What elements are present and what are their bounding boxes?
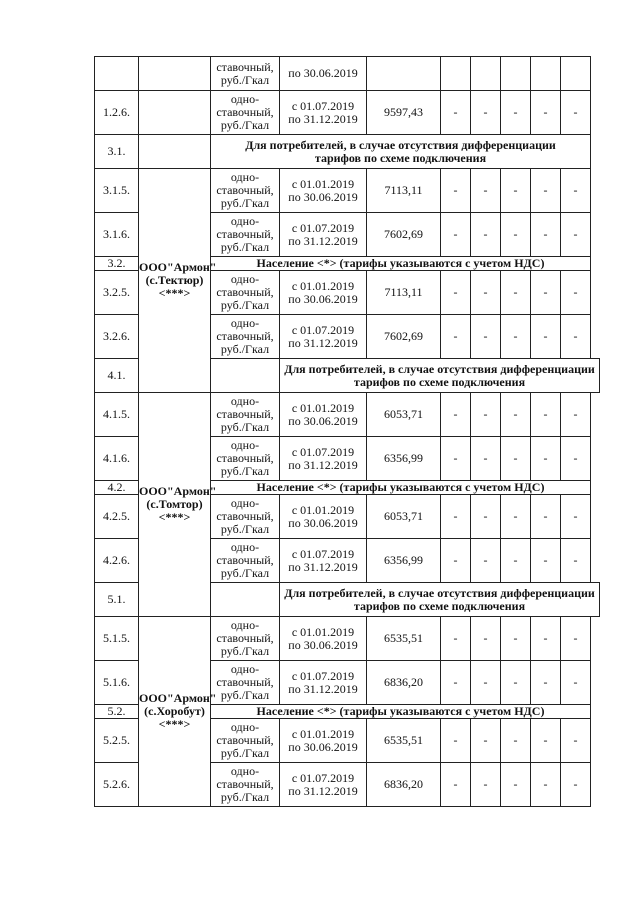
row-number: 3.2.	[95, 257, 139, 271]
blank-cell	[471, 57, 501, 91]
section-title: Население <*> (тарифы указываются с учетом НДС)	[211, 705, 591, 719]
org-name-cell: ООО"Армон"(с.Хоробут)<***>	[139, 617, 211, 807]
dash-cell: -	[561, 169, 591, 213]
value-cell: 7113,11	[367, 169, 441, 213]
dash-cell: -	[471, 393, 501, 437]
unit-cell: одно- ставочный, руб./Гкал	[211, 91, 280, 135]
dash-cell: -	[471, 91, 501, 135]
unit-cell: одно- ставочный, руб./Гкал	[211, 271, 280, 315]
row-number: 5.2.5.	[95, 719, 139, 763]
dash-cell: -	[531, 91, 561, 135]
period-cell: с 01.07.2019 по 31.12.2019	[280, 539, 367, 583]
dash-cell: -	[531, 271, 561, 315]
table-row-partial	[95, 57, 600, 91]
row-number: 3.1.6.	[95, 213, 139, 257]
dash-cell: -	[441, 719, 471, 763]
dash-cell: -	[441, 315, 471, 359]
dash-cell: -	[561, 617, 591, 661]
unit-cell: одно- ставочный, руб./Гкал	[211, 437, 280, 481]
period-cell: с 01.01.2019 по 30.06.2019	[280, 393, 367, 437]
period-cell: с 01.01.2019 по 30.06.2019	[280, 719, 367, 763]
dash-cell: -	[441, 91, 471, 135]
dash-cell: -	[441, 437, 471, 481]
dash-cell: -	[441, 661, 471, 705]
dash-cell: -	[501, 91, 531, 135]
dash-cell: -	[561, 213, 591, 257]
org-name-cell: ООО"Армон"(с.Томтор)<***>	[139, 393, 211, 617]
period-cell: с 01.01.2019 по 30.06.2019	[280, 271, 367, 315]
dash-cell: -	[561, 719, 591, 763]
dash-cell: -	[441, 213, 471, 257]
row-number: 3.1.5.	[95, 169, 139, 213]
dash-cell: -	[501, 393, 531, 437]
row-number: 3.2.6.	[95, 315, 139, 359]
row-number: 4.2.	[95, 481, 139, 495]
row-number: 4.2.5.	[95, 495, 139, 539]
value-cell: 6053,71	[367, 495, 441, 539]
dash-cell: -	[471, 437, 501, 481]
dash-cell: -	[471, 315, 501, 359]
unit-cell: одно- ставочный, руб./Гкал	[211, 539, 280, 583]
unit-cell: одно- ставочный, руб./Гкал	[211, 719, 280, 763]
dash-cell: -	[561, 91, 591, 135]
dash-cell: -	[471, 661, 501, 705]
unit-cell: одно- ставочный, руб./Гкал	[211, 763, 280, 807]
dash-cell: -	[561, 271, 591, 315]
blank-cell	[531, 57, 561, 91]
dash-cell: -	[561, 763, 591, 807]
dash-cell: -	[441, 763, 471, 807]
dash-cell: -	[471, 271, 501, 315]
period-cell: с 01.07.2019 по 31.12.2019	[280, 763, 367, 807]
row-number: 5.2.	[95, 705, 139, 719]
row-number: 5.2.6.	[95, 763, 139, 807]
period-cell: с 01.01.2019 по 30.06.2019	[280, 169, 367, 213]
dash-cell: -	[441, 495, 471, 539]
row-number: 5.1.	[95, 583, 139, 617]
blank-cell	[561, 57, 591, 91]
unit-cell: одно- ставочный, руб./Гкал	[211, 213, 280, 257]
unit-cell: ставочный, руб./Гкал	[211, 57, 280, 91]
value-cell: 6356,99	[367, 539, 441, 583]
section-title: Население <*> (тарифы указываются с учетом НДС)	[211, 257, 591, 271]
dash-cell: -	[501, 495, 531, 539]
table-row	[95, 617, 600, 661]
period-cell: с 01.07.2019 по 31.12.2019	[280, 91, 367, 135]
section-title: Для потребителей, в случае отсутствия дифференциации тарифов по схеме подключения	[211, 135, 591, 169]
row-number: 1.2.6.	[95, 91, 139, 135]
dash-cell: -	[501, 213, 531, 257]
value-cell	[367, 57, 441, 91]
unit-cell: одно- ставочный, руб./Гкал	[211, 393, 280, 437]
dash-cell: -	[561, 539, 591, 583]
unit-cell: одно- ставочный, руб./Гкал	[211, 315, 280, 359]
dash-cell: -	[501, 315, 531, 359]
dash-cell: -	[441, 271, 471, 315]
row-number	[95, 57, 139, 91]
dash-cell: -	[471, 719, 501, 763]
dash-cell: -	[471, 169, 501, 213]
dash-cell: -	[501, 763, 531, 807]
dash-cell: -	[441, 393, 471, 437]
dash-cell: -	[561, 661, 591, 705]
dash-cell: -	[501, 539, 531, 583]
row-number: 3.2.5.	[95, 271, 139, 315]
value-cell: 6053,71	[367, 393, 441, 437]
dash-cell: -	[561, 393, 591, 437]
row-number: 5.1.5.	[95, 617, 139, 661]
section-title: Для потребителей, в случае отсутствия дифференциации тарифов по схеме подключения	[280, 359, 600, 393]
dash-cell: -	[471, 495, 501, 539]
org-name-cell: ООО"Армон"(с.Тектюр)<***>	[139, 169, 211, 393]
org-cell	[139, 135, 211, 169]
unit-cell: одно- ставочный, руб./Гкал	[211, 495, 280, 539]
dash-cell: -	[471, 539, 501, 583]
blank-cell	[501, 57, 531, 91]
dash-cell: -	[531, 617, 561, 661]
period-cell: с 01.07.2019 по 31.12.2019	[280, 437, 367, 481]
unit-cell: одно- ставочный, руб./Гкал	[211, 617, 280, 661]
period-cell: с 01.01.2019 по 30.06.2019	[280, 495, 367, 539]
period-cell: с 01.01.2019 по 30.06.2019	[280, 617, 367, 661]
dash-cell: -	[531, 539, 561, 583]
dash-cell: -	[531, 495, 561, 539]
dash-cell: -	[531, 763, 561, 807]
value-cell: 6356,99	[367, 437, 441, 481]
org-cell	[211, 359, 280, 393]
blank-cell	[441, 57, 471, 91]
dash-cell: -	[501, 661, 531, 705]
period-cell: с 01.07.2019 по 31.12.2019	[280, 315, 367, 359]
section-header-row	[95, 135, 600, 169]
value-cell: 7602,69	[367, 315, 441, 359]
value-cell: 6535,51	[367, 617, 441, 661]
value-cell: 7113,11	[367, 271, 441, 315]
dash-cell: -	[501, 719, 531, 763]
dash-cell: -	[531, 315, 561, 359]
dash-cell: -	[471, 617, 501, 661]
row-number: 3.1.	[95, 135, 139, 169]
dash-cell: -	[561, 495, 591, 539]
dash-cell: -	[531, 169, 561, 213]
dash-cell: -	[561, 315, 591, 359]
row-number: 4.1.6.	[95, 437, 139, 481]
dash-cell: -	[441, 169, 471, 213]
dash-cell: -	[441, 539, 471, 583]
unit-cell: одно- ставочный, руб./Гкал	[211, 169, 280, 213]
table-row	[95, 393, 600, 437]
org-cell	[139, 91, 211, 135]
period-cell: с 01.07.2019 по 31.12.2019	[280, 661, 367, 705]
dash-cell: -	[531, 437, 561, 481]
row-number: 5.1.6.	[95, 661, 139, 705]
dash-cell: -	[531, 661, 561, 705]
row-number: 4.1.	[95, 359, 139, 393]
dash-cell: -	[501, 617, 531, 661]
value-cell: 7602,69	[367, 213, 441, 257]
row-number: 4.1.5.	[95, 393, 139, 437]
value-cell: 6836,20	[367, 661, 441, 705]
dash-cell: -	[471, 213, 501, 257]
dash-cell: -	[531, 393, 561, 437]
period-cell: с 01.07.2019 по 31.12.2019	[280, 213, 367, 257]
org-cell	[211, 583, 280, 617]
unit-cell: одно- ставочный, руб./Гкал	[211, 661, 280, 705]
period-cell: по 30.06.2019	[280, 57, 367, 91]
dash-cell: -	[561, 437, 591, 481]
dash-cell: -	[531, 719, 561, 763]
table-row	[95, 91, 600, 135]
value-cell: 6535,51	[367, 719, 441, 763]
tariff-table	[94, 56, 600, 807]
value-cell: 6836,20	[367, 763, 441, 807]
dash-cell: -	[501, 437, 531, 481]
dash-cell: -	[531, 213, 561, 257]
section-title: Для потребителей, в случае отсутствия дифференциации тарифов по схеме подключения	[280, 583, 600, 617]
org-cell	[139, 57, 211, 91]
dash-cell: -	[471, 763, 501, 807]
dash-cell: -	[441, 617, 471, 661]
row-number: 4.2.6.	[95, 539, 139, 583]
table-row	[95, 169, 600, 213]
dash-cell: -	[501, 271, 531, 315]
value-cell: 9597,43	[367, 91, 441, 135]
dash-cell: -	[501, 169, 531, 213]
section-title: Население <*> (тарифы указываются с учетом НДС)	[211, 481, 591, 495]
